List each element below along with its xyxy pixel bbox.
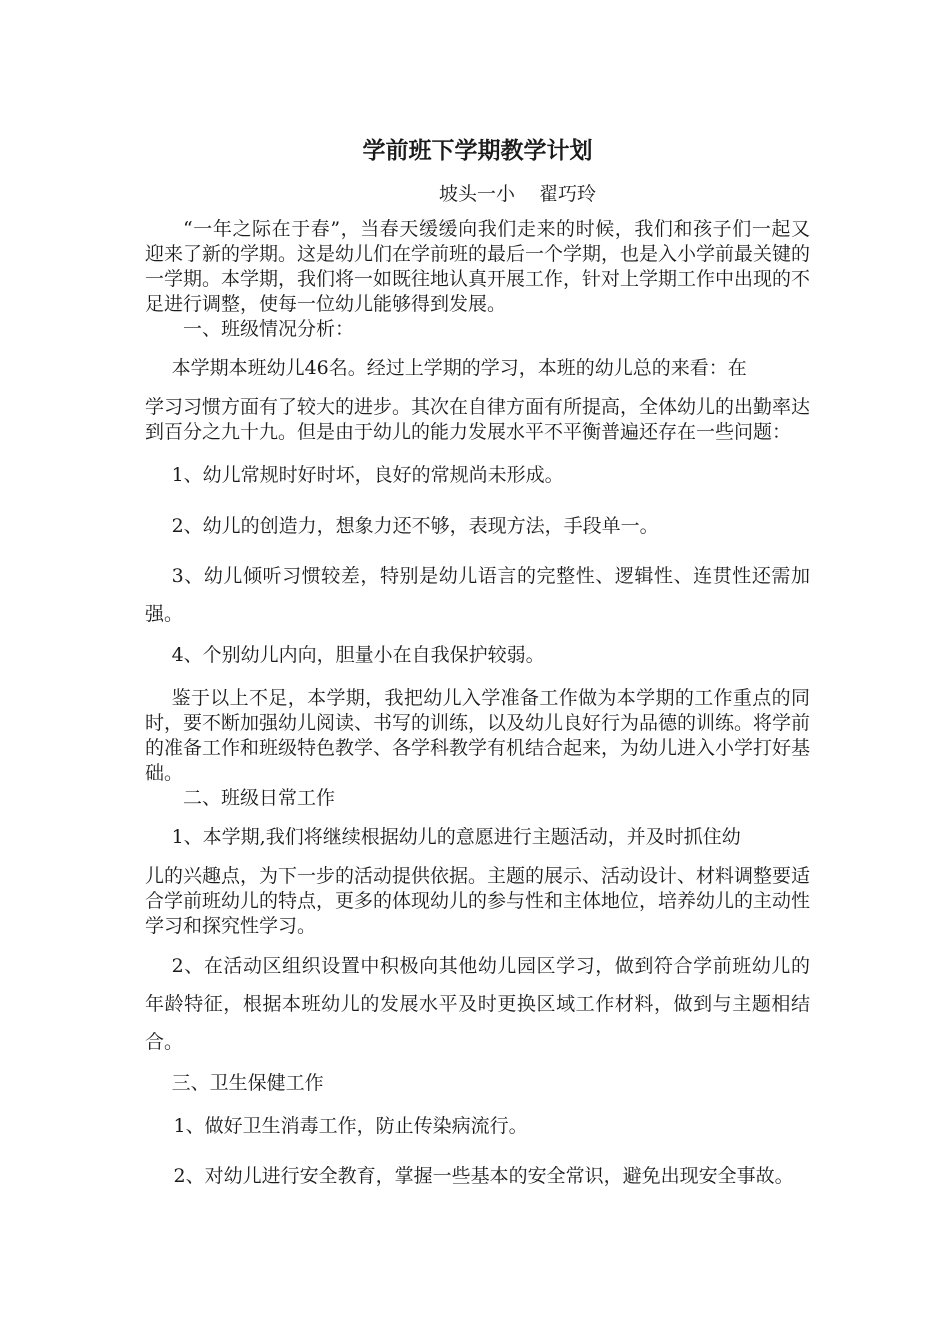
- document-content: [145, 128, 810, 1195]
- section1-heading: 一、班级情况分析：: [183, 318, 355, 340]
- intro-paragraph: “一年之际在于春”，当春天缓缓向我们走来的时候，我们和孩子们一起又迎来了新的学期。这是幼儿们在学前班的最后一个学期，也是入小学前最关键的一学期。本学期，我们将一如既往地认真开展工作，针对上学期工作中出现的不足进行调整，使每一位幼儿能够得到发展。: [145, 218, 811, 315]
- section1-paragraph-rest: 学习习惯方面有了较大的进步。其次在自律方面有所提高，全体幼儿的出勤率达到百分之九十九。但是由于幼儿的能力发展水平不平衡普遍还存在一些问题：: [145, 396, 811, 443]
- section1-item-3: 3、幼儿倾听习惯较差，特别是幼儿语言的完整性、逻辑性、连贯性还需加强。: [145, 565, 810, 625]
- section2-heading: 二、班级日常工作: [183, 787, 336, 809]
- section1-item-1: 1、幼儿常规时好时坏，良好的常规尚未形成。: [171, 464, 564, 486]
- section3-item-1: 1、做好卫生消毒工作，防止传染病流行。: [173, 1115, 528, 1137]
- author-line: [145, 182, 810, 207]
- document-title: 学前班下学期教学计划: [362, 138, 593, 164]
- author-name: 翟巧玲: [539, 183, 597, 205]
- section2-item-1-rest: 儿的兴趣点，为下一步的活动提供依据。主题的展示、活动设计、材料调整要适合学前班幼儿的特点，更多的体现幼儿的参与性和主体地位，培养幼儿的主动性学习和探究性学习。: [145, 865, 811, 937]
- section3-item-2: 2、对幼儿进行安全教育，掌握一些基本的安全常识，避免出现安全事故。: [173, 1165, 794, 1187]
- section1-paragraph-line1: 本学期本班幼儿46名。经过上学期的学习，本班的幼儿总的来看：在: [171, 357, 747, 379]
- section1-item-2: 2、幼儿的创造力，想象力还不够，表现方法，手段单一。: [171, 515, 659, 537]
- section2-item-1-line1: 1、本学期,我们将继续根据幼儿的意愿进行主题活动，并及时抓住幼: [171, 826, 741, 848]
- section1-item-4: 4、个别幼儿内向，胆量小在自我保护较弱。: [171, 644, 545, 666]
- section2-item-2: 2、在活动区组织设置中积极向其他幼儿园区学习，做到符合学前班幼儿的年龄特征，根据本班幼儿的发展水平及时更换区域工作材料，做到与主题相结合。: [145, 955, 810, 1053]
- section1-summary: 鉴于以上不足，本学期，我把幼儿入学准备工作做为本学期的工作重点的同时，要不断加强幼儿阅读、书写的训练，以及幼儿良好行为品德的训练。将学前的准备工作和班级特色教学、各学科教学有机结合起来，为幼儿进入小学打好基础。: [145, 687, 811, 784]
- author-school: 坡头一小: [438, 183, 515, 205]
- section3-heading: 三、卫生保健工作: [171, 1072, 324, 1094]
